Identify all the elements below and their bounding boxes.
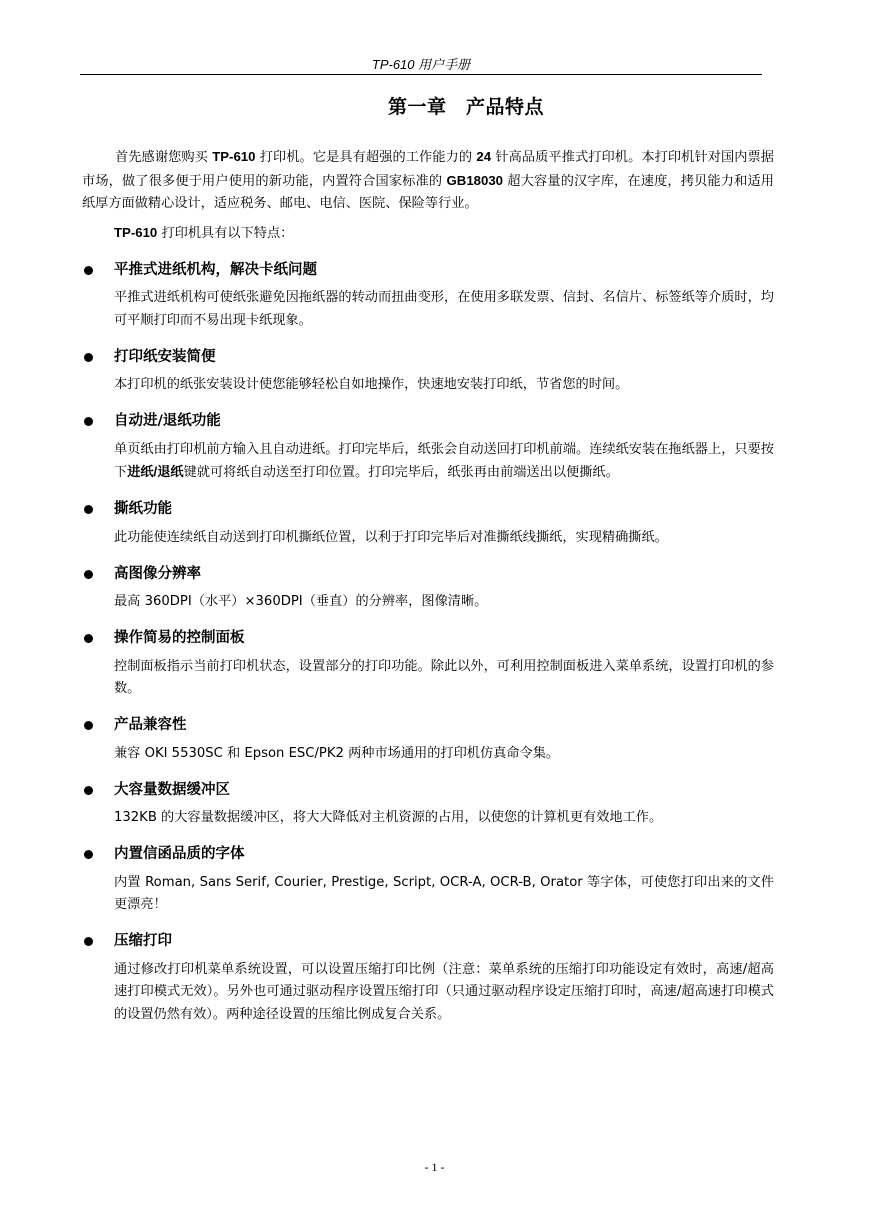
page-number: - 1 - <box>424 1160 445 1174</box>
feature-item <box>82 411 774 485</box>
intro-text: 超大容量的汉字库，在速度，拷贝能力和适用纸厚方面做精心设计，适应税务、邮电、电信、医院、保险等行业。 <box>82 173 774 211</box>
model-name: TP-610 <box>212 149 256 164</box>
bullet-icon <box>84 721 93 730</box>
pin-count: 24 <box>476 149 492 164</box>
feature-title: 压缩打印 <box>114 933 172 950</box>
lead-text: 打印机具有以下特点： <box>157 225 294 241</box>
feature-body: 本打印机的纸张安装设计使您能够轻松自如地操作，快速地安装打印纸，节省您的时间。 <box>114 377 629 392</box>
feature-title: 高图像分辨率 <box>114 565 201 582</box>
intro-paragraph <box>82 146 774 216</box>
feature-body: 控制面板指示当前打印机状态，设置部分的打印功能。除此以外，可利用控制面板进入菜单系统，设置打印机的参数。 <box>114 658 774 696</box>
feature-body <box>114 439 774 485</box>
intro-text: 首先感谢您购买 <box>115 150 213 165</box>
chapter-title: 第一章 产品特点 <box>387 96 544 118</box>
bullet-icon <box>84 353 93 362</box>
page-body <box>82 146 774 1026</box>
feature-title: 自动进/退纸功能 <box>114 413 221 430</box>
feature-item <box>82 628 774 701</box>
feature-item <box>82 779 774 830</box>
feature-body: 兼容 OKI 5530SC 和 Epson ESC/PK2 两种市场通用的打印机仿真命令集。 <box>114 745 560 761</box>
bullet-icon <box>84 937 93 946</box>
feature-body: 此功能使连续纸自动送到打印机撕纸位置，以利于打印完毕后对准撕纸线撕纸，实现精确撕纸。 <box>114 529 668 545</box>
key-name: 进纸/退纸 <box>127 464 184 479</box>
intro-text: 打印机。它是具有超强的工作能力的 <box>255 150 477 165</box>
feature-body: 内置 Roman, Sans Serif, Courier, Prestige, Script, OCR-A, OCR-B, Orator 等字体，可使您打印出来的文件更漂亮！ <box>114 874 774 912</box>
running-header: TP-610 用户手册 <box>371 57 471 72</box>
feature-item <box>82 259 774 332</box>
bullet-icon <box>84 850 93 859</box>
bullet-icon <box>84 417 93 426</box>
feature-item <box>82 844 774 917</box>
bullet-icon <box>84 786 93 795</box>
feature-body: 通过修改打印机菜单系统设置，可以设置压缩打印比例（注意：菜单系统的压缩打印功能设定有效时，高速/超高速打印模式无效）。另外也可通过驱动程序设置压缩打印（只通过驱动程序设定压缩打印时，高速/超高速打印模式的设置仍然有效）。两种途径设置的压缩比例成复合关系。 <box>114 961 774 1022</box>
intro-text: 针高品质平推式打印机。本打印机针对国内票据市场，做了很多便于用户使用的新功能，内置符合国家标准的 <box>82 150 774 189</box>
feature-title: 打印纸安装简便 <box>114 348 216 365</box>
feature-item <box>82 715 774 766</box>
feature-body: 最高 360DPI（水平）×360DPI（垂直）的分辨率，图像清晰。 <box>114 594 488 609</box>
feature-title: 产品兼容性 <box>114 717 187 734</box>
standard-name: GB18030 <box>446 172 503 188</box>
bullet-icon <box>84 570 93 579</box>
feature-item <box>82 499 774 550</box>
feature-text: 键就可将纸自动送至打印位置。打印完毕后，纸张再由前端送出以便撕纸。 <box>183 465 619 480</box>
feature-title: 大容量数据缓冲区 <box>114 781 230 798</box>
feature-item <box>82 346 774 397</box>
feature-title: 操作简易的控制面板 <box>114 630 245 647</box>
feature-title: 内置信函品质的字体 <box>114 846 245 863</box>
model-name: TP-610 <box>114 224 158 240</box>
feature-title: 平推式进纸机构，解决卡纸问题 <box>114 261 317 278</box>
features-lead <box>82 222 774 246</box>
bullet-icon <box>84 266 93 275</box>
feature-item <box>82 563 774 614</box>
bullet-icon <box>84 505 93 514</box>
header-rule <box>80 74 762 75</box>
bullet-icon <box>84 634 93 643</box>
feature-body: 132KB 的大容量数据缓冲区，将大大降低对主机资源的占用，以使您的计算机更有效地工作。 <box>114 810 663 825</box>
feature-body: 平推式进纸机构可使纸张避免因拖纸器的转动而扭曲变形，在使用多联发票、信封、名信片、标签纸等介质时，均可平顺打印而不易出现卡纸现象。 <box>114 290 774 328</box>
feature-text: 单页纸由打印机前方输入且自动进纸。打印完毕后，纸张会自动送回打印机前端。连续纸安装在拖纸器上，只要按下 <box>114 441 774 480</box>
feature-title: 撕纸功能 <box>114 501 172 518</box>
feature-item <box>82 931 774 1027</box>
